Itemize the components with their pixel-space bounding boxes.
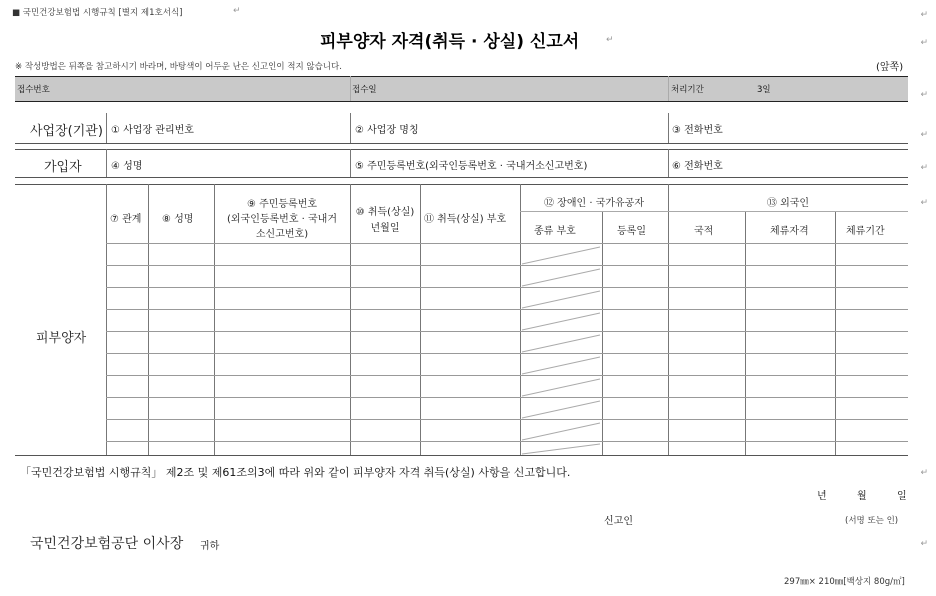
- paragraph-mark-icon: ↵: [920, 10, 928, 20]
- col-name-header: ⑧ 성명: [162, 214, 194, 225]
- diagonal-slash-icon: [520, 355, 602, 375]
- diagonal-slash-icon: [520, 421, 602, 441]
- col-disabled-header: ⑫ 장애인 · 국가유공자: [544, 198, 644, 209]
- diagonal-slash-icon: [520, 311, 602, 331]
- table-row: [106, 419, 908, 420]
- divider: [106, 149, 107, 177]
- paragraph-mark-icon: ↵: [920, 539, 928, 549]
- col-divider: [148, 184, 149, 455]
- col-divider: [214, 184, 215, 455]
- diagonal-slash-icon: [520, 333, 602, 353]
- workplace-name-field[interactable]: ② 사업장 명칭: [355, 125, 419, 136]
- signature-label: (서명 또는 인): [845, 516, 899, 526]
- table-row: [106, 375, 908, 376]
- col-period-header: 체류기간: [846, 226, 885, 237]
- col-relation-header: ⑦ 관계: [110, 214, 142, 225]
- receipt-number-label: 접수번호: [17, 85, 50, 95]
- diagonal-slash-icon: [520, 245, 602, 265]
- col-type-code-header: 종류 부호: [534, 226, 576, 237]
- diagonal-slash-icon: [520, 289, 602, 309]
- table-row: [106, 331, 908, 332]
- date-year-label: 년: [817, 491, 827, 502]
- divider: [106, 184, 107, 455]
- col-date-header-1: ⑩ 취득(상실): [355, 207, 415, 218]
- paragraph-mark-icon: ↵: [920, 163, 928, 173]
- table-row: [106, 397, 908, 398]
- divider: [350, 149, 351, 177]
- reporter-label: 신고인: [604, 516, 633, 527]
- receipt-bottom-border: [15, 101, 908, 102]
- col-reg-date-header: 등록일: [617, 226, 646, 237]
- col-nationality-header: 국적: [694, 226, 714, 237]
- declaration-statement: 「국민건강보험법 시행규칙」 제2조 및 제61조의3에 따라 위와 같이 피부양자 자격 취득(상실) 사항을 신고합니다.: [20, 466, 571, 479]
- subscriber-rrn-field[interactable]: ⑤ 주민등록번호(외국인등록번호 · 국내거소신고번호): [355, 161, 588, 172]
- table-bottom-border: [15, 455, 908, 456]
- table-row: [106, 243, 908, 244]
- subscriber-name-field[interactable]: ④ 성명: [111, 161, 143, 172]
- workplace-mgmt-number-field[interactable]: ① 사업장 관리번호: [111, 125, 194, 136]
- col-divider: [668, 184, 669, 455]
- receipt-date-label: 접수일: [352, 85, 377, 95]
- row-border: [15, 177, 908, 178]
- divider: [668, 149, 669, 177]
- recipient-label: 국민건강보험공단 이사장: [30, 536, 184, 552]
- col-rrn-header-1: ⑨ 주민등록번호: [246, 199, 318, 210]
- divider: [350, 113, 351, 143]
- form-title: 피부양자 자격(취득 · 상실) 신고서: [320, 32, 580, 52]
- subscriber-phone-field[interactable]: ⑥ 전화번호: [672, 161, 723, 172]
- col-date-header-2: 년월일: [370, 223, 400, 234]
- dependents-label: 피부양자: [36, 331, 87, 346]
- subheader-line: [520, 211, 908, 212]
- paragraph-mark-icon: ↵: [920, 38, 928, 48]
- row-border: [15, 149, 908, 150]
- paper-spec: 297㎜× 210㎜[백상지 80g/㎡]: [784, 577, 905, 587]
- instructions-note: ※ 작성방법은 뒤쪽을 참고하시기 바라며, 바탕색이 어두운 난은 신고인이 적지 않습니다.: [15, 62, 342, 72]
- date-day-label: 일: [897, 491, 907, 502]
- date-month-label: 월: [857, 491, 867, 502]
- divider: [668, 76, 669, 101]
- paragraph-mark-icon: ↵: [920, 90, 928, 100]
- processing-period-label: 처리기간: [671, 85, 704, 95]
- diagonal-slash-icon: [520, 377, 602, 397]
- diagonal-slash-icon: [520, 443, 602, 455]
- col-divider: [350, 184, 351, 455]
- receipt-bar: [15, 76, 908, 101]
- col-rrn-header-2: (외국인등록번호 · 국내거: [226, 214, 338, 225]
- paragraph-mark-icon: ↵: [606, 35, 614, 45]
- paragraph-mark-icon: ↵: [233, 6, 241, 16]
- col-foreigner-header: ⑬ 외국인: [766, 198, 810, 209]
- col-status-header: 체류자격: [770, 226, 809, 237]
- divider: [106, 113, 107, 143]
- workplace-label: 사업장(기관): [30, 124, 103, 139]
- divider: [668, 113, 669, 143]
- col-divider: [420, 184, 421, 455]
- subscriber-label: 가입자: [44, 160, 82, 175]
- paragraph-mark-icon: ↵: [920, 198, 928, 208]
- row-border: [15, 143, 908, 144]
- diagonal-slash-icon: [520, 399, 602, 419]
- top-border: [15, 76, 908, 77]
- table-row: [106, 265, 908, 266]
- law-reference: ■ 국민건강보험법 시행규칙 [별지 제1호서식]: [12, 8, 183, 18]
- col-code-header: ⑪ 취득(상실) 부호: [424, 214, 507, 225]
- paragraph-mark-icon: ↵: [920, 130, 928, 140]
- table-row: [106, 309, 908, 310]
- workplace-phone-field[interactable]: ③ 전화번호: [672, 125, 723, 136]
- table-row: [106, 353, 908, 354]
- divider: [350, 76, 351, 101]
- recipient-suffix: 귀하: [200, 541, 220, 552]
- table-row: [106, 287, 908, 288]
- processing-period-value: 3일: [757, 85, 771, 95]
- table-row: [106, 441, 908, 442]
- page-side-label: (앞쪽): [876, 62, 904, 73]
- diagonal-slash-icon: [520, 267, 602, 287]
- paragraph-mark-icon: ↵: [920, 468, 928, 478]
- col-rrn-header-3: 소신고번호): [255, 229, 309, 240]
